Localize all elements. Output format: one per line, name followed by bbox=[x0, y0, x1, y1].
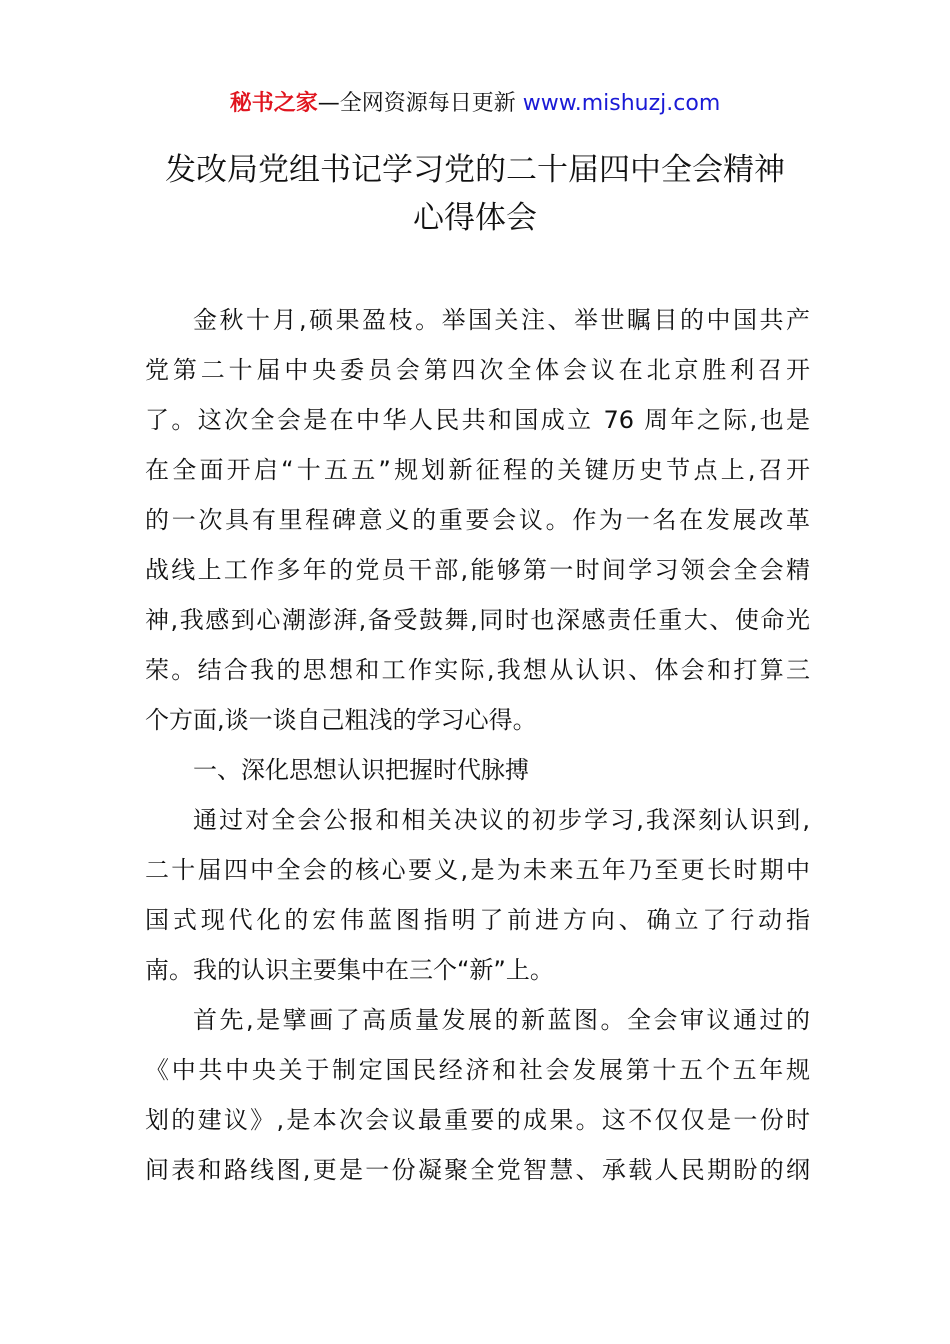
document-title bbox=[120, 146, 830, 242]
paragraph-intro bbox=[145, 295, 810, 745]
text-line: 划的建议》,是本次会议最重要的成果。这不仅仅是一份时 bbox=[145, 1106, 810, 1134]
section-heading: 一、深化思想认识把握时代脉搏 bbox=[193, 756, 529, 784]
site-url-link[interactable]: www.mishuzj.com bbox=[522, 91, 721, 116]
text-line: 首先,是擘画了高质量发展的新蓝图。全会审议通过的 bbox=[193, 1006, 810, 1034]
header-tagline: —全网资源每日更新 bbox=[317, 91, 516, 116]
document-body bbox=[145, 295, 810, 1195]
title-line-1: 发改局党组书记学习党的二十届四中全会精神 bbox=[165, 152, 785, 188]
text-line: 二十届四中全会的核心要义,是为未来五年乃至更长时期中 bbox=[145, 856, 810, 884]
text-line: 金秋十月,硕果盈枝。举国关注、举世瞩目的中国共产 bbox=[193, 306, 810, 334]
paragraph-understanding bbox=[145, 795, 810, 995]
text-line: 通过对全会公报和相关决议的初步学习,我深刻认识到, bbox=[193, 806, 810, 834]
title-line-2: 心得体会 bbox=[413, 200, 537, 236]
text-line: 《中共中央关于制定国民经济和社会发展第十五个五年规 bbox=[145, 1056, 810, 1084]
text-line: 荣。结合我的思想和工作实际,我想从认识、体会和打算三 bbox=[145, 656, 810, 684]
text-line: 的一次具有里程碑意义的重要会议。作为一名在发展改革 bbox=[145, 506, 810, 534]
text-line: 南。我的认识主要集中在三个“新”上。 bbox=[145, 956, 554, 984]
text-line: 个方面,谈一谈自己粗浅的学习心得。 bbox=[145, 706, 537, 734]
paragraph-blueprint bbox=[145, 995, 810, 1195]
text-line: 国式现代化的宏伟蓝图指明了前进方向、确立了行动指 bbox=[145, 906, 810, 934]
text-line: 了。这次全会是在中华人民共和国成立 76 周年之际,也是 bbox=[145, 406, 810, 434]
text-line: 神,我感到心潮澎湃,备受鼓舞,同时也深感责任重大、使命光 bbox=[145, 606, 810, 634]
text-line: 在全面开启“十五五”规划新征程的关键历史节点上,召开 bbox=[145, 456, 810, 484]
text-line: 党第二十届中央委员会第四次全体会议在北京胜利召开 bbox=[145, 356, 810, 384]
brand-name: 秘书之家 bbox=[229, 91, 318, 116]
text-line: 间表和路线图,更是一份凝聚全党智慧、承载人民期盼的纲 bbox=[145, 1156, 810, 1184]
site-header bbox=[0, 88, 950, 120]
text-line: 战线上工作多年的党员干部,能够第一时间学习领会全会精 bbox=[145, 556, 810, 584]
